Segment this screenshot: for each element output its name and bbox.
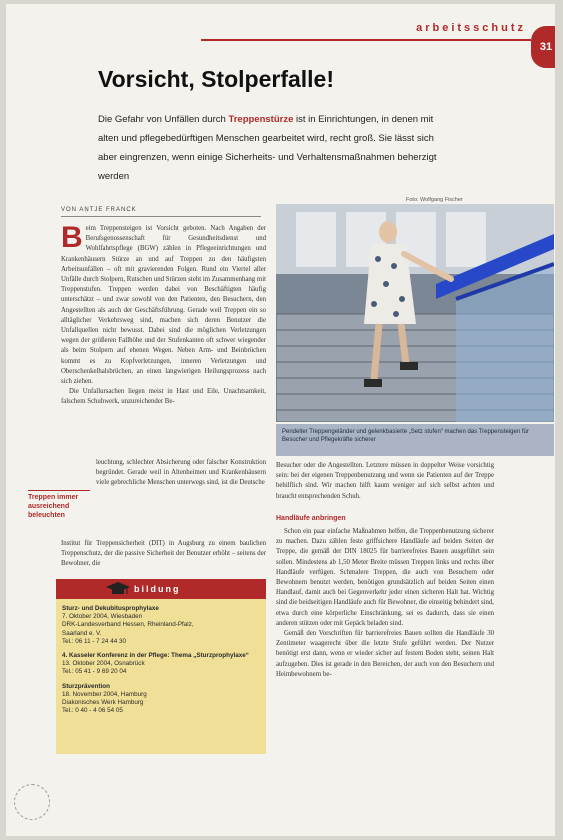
bildung-box-body <box>62 605 262 721</box>
byline-rule <box>61 216 261 217</box>
stairs-illustration <box>276 204 554 422</box>
bildung-item <box>62 605 262 646</box>
body-column-right <box>276 461 494 680</box>
lead-text-end: ist in Einrichtungen, in denen mit alten und pflegebedürftigen Menschen gearbeitet wird, recht groß. Sie lässt sich aber eingrenzen, wenn einige Sicherheits- und Verhaltensmaßnahmen beherzigt werden <box>98 114 437 182</box>
header-rule <box>201 39 531 41</box>
photo-credit: Foto: Wolfgang Fischer <box>406 197 463 203</box>
body-paragraph-2-rest: Institut für Treppensicherheit (DIT) in Augsburg zu einem baulichen Treppenschutz, der die passive Sicherheit der Benutzer erhöht – seitens der Bewohner, die <box>61 540 266 568</box>
bildung-box <box>56 579 266 754</box>
bildung-item-line: Tel.: 05 41 - 9 69 20 04 <box>62 668 127 676</box>
body-column-left <box>61 221 266 408</box>
right-body-2: Gemäß den Vorschriften für barrierefreies Bauen sollten die Handläufe 30 Zentimeter waagerecht über die letzte Stufe geführt werden. Der Nutzer benötigt erst dann, wenn er wieder sicher auf festem Boden steht, seinen Halt aufzugeben. Dies ist gerade in den Bereichen, der auch von den Besuchern und Heimbewohnern be- <box>276 630 494 678</box>
bildung-item-line: Diakonisches Werk Hamburg <box>62 699 144 707</box>
byline: VON ANTJE FRANCK <box>61 207 137 213</box>
bildung-box-header <box>56 579 266 599</box>
stairs-photo <box>276 204 554 422</box>
body-paragraph-2-indented: leuchtung, schlechter Absicherung oder falscher Konstruktion begründet. Gerade weil in Altenheimen und Krankenhäusern viele gebrechliche Menschen unterwegs sind, ist die Deutsche <box>96 459 266 487</box>
bildung-item <box>62 683 262 716</box>
photo-caption: Pendelter Treppengeländer und gelenkbasierte „Setz stufen“ machen das Treppensteigen für Besucher und Pflegekräfte sicherer <box>276 424 554 456</box>
page-number: 31 <box>531 26 555 68</box>
bildung-item-title: 4. Kasseler Konferenz in der Pflege: Thema „Sturzprophylaxe“ <box>62 652 249 660</box>
dropcap: B <box>61 221 83 254</box>
bildung-item-title: Sturzprävention <box>62 682 110 690</box>
bildung-item-line: 13. Oktober 2004, Osnabrück <box>62 660 145 668</box>
bildung-item-line: 7. Oktober 2004, Wiesbaden <box>62 613 143 621</box>
right-intro: Besucher oder die Angestellten. Letztere müssen in doppelter Weise vorsichtig sein: bei der eigenen Treppenbenutzung und wenn sie Patienten auf der Treppe behilflich sind. Wir machen hilft kaum weniger auf sich selbst achten und braucht entsprechenden Schuh. <box>276 462 494 500</box>
bildung-item-line: Tel.: 0 40 - 4 06 54 05 <box>62 707 123 715</box>
bildung-item-title: Sturz- und Dekubitusprophylaxe <box>62 605 159 612</box>
right-body-1: Schon ein paar einfache Maßnahmen helfen, die Treppenbenutzung sicherer zu machen. Dazu zählen feste griffsichere Handläufe auf beiden Seiten der Treppe, die gemäß der DIN 18025 für barrierefreies Bauen ausgeführt sein sollen. Mindestens ab 1,50 Meter Breite müssen Treppen links und rechts über Handläufe verfügen. Schmalere Treppen, die auch von Besuchern oder Bewohnern benutzt werden, benötigen grundsätzlich auf beiden Seiten einen Handlauf, damit auch bei Gegenverkehr jeder einen sicheren Halt hat. Wichtig sind die beidseitigen Handläufe auch für Bewohner, die einseitig behindert sind, etwa durch eine körperliche Einschränkung, sei es dadurch, dass sie einen anderen stützen oder mit Gepäck beladen sind. <box>276 528 494 627</box>
lead-highlight: Treppenstürze <box>228 114 294 125</box>
library-stamp <box>14 784 50 820</box>
body-paragraph-2-intro: Die Unfallursachen liegen meist in Hast und Eile, Unachtsamkeit, falschem Schuhwerk, unzureichender Be- <box>61 388 266 406</box>
bildung-box-title: bildung <box>134 584 181 594</box>
lead-text-start: Die Gefahr von Unfällen durch <box>98 114 229 125</box>
subhead: Handläufe anbringen <box>276 514 346 522</box>
body-paragraph-1 <box>61 221 266 387</box>
article-lead <box>98 110 438 186</box>
magazine-page <box>6 4 555 836</box>
section-header: arbeitsschutz <box>416 22 526 34</box>
bildung-item-line: Tel.: 06 11 - 7 24 44 30 <box>62 637 126 645</box>
bildung-item-line: 18. November 2004, Hamburg <box>62 690 147 698</box>
bildung-item-line: Saarland e. V. <box>62 629 102 637</box>
article-title: Vorsicht, Stolperfalle! <box>98 66 335 92</box>
bildung-item-line: DRK-Landesverband Hessen, Rheinland-Pfalz, <box>62 621 194 629</box>
pull-quote: Treppen immer ausreichend beleuchten <box>28 490 90 520</box>
graduation-cap-icon <box>106 582 130 596</box>
paragraph-1-text: eim Treppensteigen ist Vorsicht geboten. Nach Angaben der Berufsgenossenschaft für Gesundheitsdienst und Wohlfahrtspflege (BGW) zählen in Pflegeeinrichtungen und Krankenhäusern Stürze an und auf Treppen zu den häufigsten Arbeitsunfällen – oft mit gravierenden Folgen. Rund ein Viertel aller Unfälle durch Stolpern, Rutschen und Stürzen steht im Zusammenhang mit Treppenstufen. Treppen werden dabei von Beschäftigten häufig unterschätzt – und zwar sowohl von den Patienten, den Besuchern, den Angestellten als auch der Geschäftsführung. Gerade weil Treppen ein so alltäglicher Verkehrsweg sind, machen sich deren Benutzer die Unfallquellen nicht bewusst. Dabei sind die möglichen Verletzungen wegen der größeren Fallhöhe und der Stufenkanten oft schwer wiegender als beim Stolpern auf ebenen Wegen. Neben Arm- und Beinbrüchen kommt es zu Kopfverletzungen, inneren Verletzungen und Oberschenkelhalsbrüchen, an einen langwierigen Heilungsprozess nach sich ziehen. <box>61 225 266 386</box>
bildung-item <box>62 652 262 677</box>
